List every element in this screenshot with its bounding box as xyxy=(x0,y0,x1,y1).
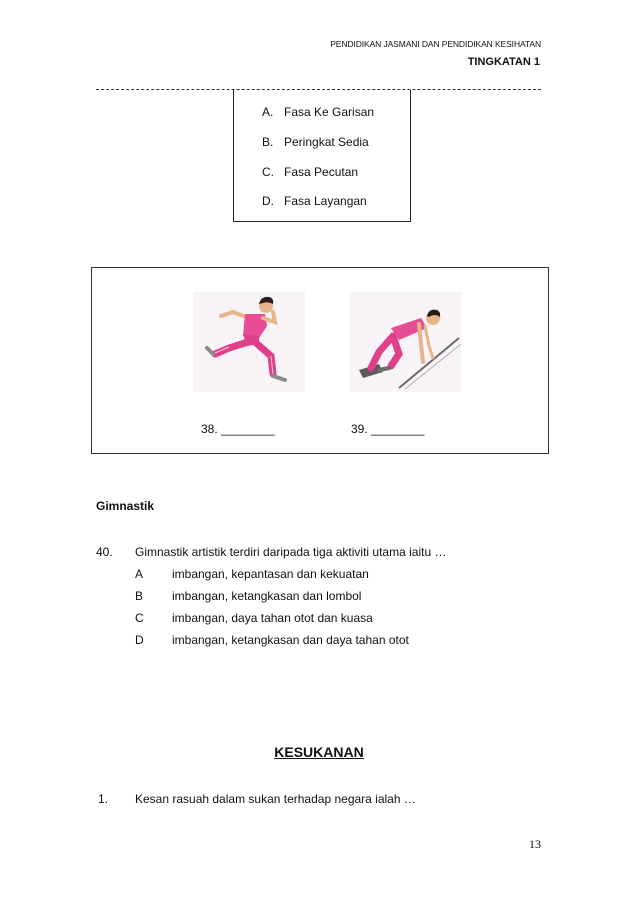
section-title-gimnastik: Gimnastik xyxy=(96,499,155,513)
answer-b-text: imbangan, ketangkasan dan lombol xyxy=(172,589,362,603)
answer-c-text: imbangan, daya tahan otot dan kuasa xyxy=(172,611,373,625)
phase-option-letter: A. xyxy=(262,105,274,119)
figures-box xyxy=(91,267,549,454)
phase-option-letter: B. xyxy=(262,135,274,149)
answer-a-letter: A xyxy=(135,567,144,581)
page-number: 13 xyxy=(529,837,541,851)
phase-option-text: Fasa Ke Garisan xyxy=(284,105,375,119)
answer-d-text: imbangan, ketangkasan dan daya tahan otot xyxy=(172,633,409,647)
question-38-blank: 38. ________ xyxy=(201,422,275,436)
question-40-number: 40. xyxy=(96,545,113,559)
section-title-kesukanan: KESUKANAN xyxy=(274,744,364,760)
sprinter-running-figure xyxy=(193,292,305,392)
phase-option-c xyxy=(262,165,358,179)
question-40-text: Gimnastik artistik terdiri daripada tiga aktiviti utama iaitu … xyxy=(135,545,447,559)
phase-option-d xyxy=(262,194,367,208)
phase-options-box xyxy=(233,90,411,222)
answer-b-letter: B xyxy=(135,589,144,603)
phase-option-text: Fasa Layangan xyxy=(284,194,367,208)
header-subject: PENDIDIKAN JASMANI DAN PENDIDIKAN KESIHATAN xyxy=(330,39,541,49)
header-level: TINGKATAN 1 xyxy=(467,56,540,68)
question-39-blank: 39. ________ xyxy=(351,422,425,436)
answer-a-text: imbangan, kepantasan dan kekuatan xyxy=(172,567,369,581)
phase-option-a xyxy=(262,105,374,119)
answer-c-letter: C xyxy=(135,611,144,625)
sprinter-starting-block-figure xyxy=(349,292,461,392)
question-1-text: Kesan rasuah dalam sukan terhadap negara ialah … xyxy=(135,792,416,806)
phase-option-text: Peringkat Sedia xyxy=(284,135,369,149)
answer-d-letter: D xyxy=(135,633,144,647)
phase-option-text: Fasa Pecutan xyxy=(284,165,359,179)
phase-option-letter: D. xyxy=(262,194,274,208)
question-1-number: 1. xyxy=(98,792,109,806)
phase-option-letter: C. xyxy=(262,165,274,179)
phase-option-b xyxy=(262,135,369,149)
